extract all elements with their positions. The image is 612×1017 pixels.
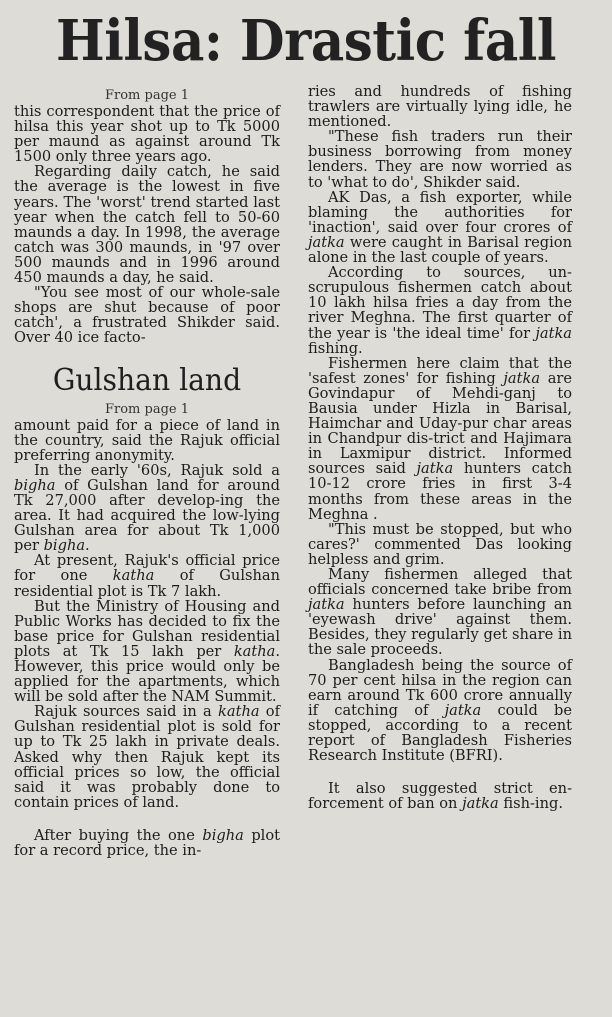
headline: Hilsa: Drastic fall <box>55 8 556 74</box>
hilsa-paragraph: ries and hundreds of fishing trawlers are virtually lying idle, he mentioned. <box>308 83 572 131</box>
left-column <box>14 84 280 858</box>
gulshan-paragraph: amount paid for a piece of land in the country, said the Rajuk official preferring anonymity. <box>14 416 280 464</box>
gulshan-paragraph: Rajuk sources said in a katha of Gulshan residential plot is sold for up to Tk 25 lakh in private deals. Asked why then Rajuk kept its official prices so low, the official said it was probably done to contain prices of land. <box>14 703 280 811</box>
hilsa-paragraph: Regarding daily catch, he said the average is the lowest in five years. The 'worst' trend started last year when the catch fell to 50-60 maunds a day. In 1998, the average catch was 300 maunds, in '97 over 500 maunds and in 1996 around 450 maunds a day, he said. <box>14 163 280 287</box>
gulshan-paragraph: But the Ministry of Housing and Public Works has decided to fix the base price for Gulshan residential plots at Tk 15 lakh per katha. However, this price would only be applied for the apartments, which will be sold after the NAM Summit. <box>14 597 280 706</box>
hilsa-paragraph: Many fishermen alleged that officials concerned take bribe from jatka hunters before launching an 'eyewash drive' against them. Besides, they regularly get share in the sale proceeds. <box>308 566 572 659</box>
hilsa-paragraph: Fishermen here claim that the 'safest zones' for fishing jatka are Govindapur of Mehdi-ganj to Bausia under Hizla in Barisal, Haimchar and Uday-pur char areas in Chandpur dis-trict and Hajimara in Laxmipur district. Informed sources said jatka hunters catch 10-12 crore fries in first 3-4 months from these areas in the Meghna . <box>308 354 573 523</box>
gulshan-subheading: Gulshan land <box>52 362 242 398</box>
hilsa-paragraph: According to sources, un-scrupulous fishermen catch about 10 lakh hilsa fries a day from the river Meghna. The first quarter of the year is 'the ideal time' for jatka fishing. <box>308 264 572 357</box>
gulshan-paragraph: In the early '60s, Rajuk sold a bigha of Gulshan land for around Tk 27,000 after develop-ing the area. It had acquired the low-lying Gulshan area for about Tk 1,000 per bigha. <box>14 461 280 555</box>
right-column <box>308 84 572 811</box>
hilsa-paragraph: "You see most of our whole-sale shops are shut because of poor catch', a frustrated Shikder said. Over 40 ice facto- <box>14 284 280 347</box>
hilsa-paragraph: "These fish traders run their business borrowing from money lenders. They are now worried as to 'what to do', Shikder said. <box>308 128 572 191</box>
hilsa-paragraph: this correspondent that the price of hilsa this year shot up to Tk 5000 per maund as against around Tk 1500 only three years ago. <box>14 103 280 166</box>
gulshan-paragraph: At present, Rajuk's official price for one katha of Gulshan residential plot is Tk 7 lakh. <box>14 552 280 600</box>
hilsa-paragraph: AK Das, a fish exporter, while blaming the authorities for 'inaction', said over four crores of jatka were caught in Barisal region alone in the last couple of years. <box>308 188 572 267</box>
hilsa-continued-from: From page 1 <box>104 88 189 103</box>
gulshan-continued-from: From page 1 <box>104 401 189 417</box>
hilsa-paragraph: "This must be stopped, but who cares?' commented Das looking helpless and grim. <box>308 520 572 568</box>
hilsa-paragraph: It also suggested strict en-forcement of ban on jatka fish-ing. <box>308 780 572 813</box>
gulshan-paragraph: After buying the one bigha plot for a record price, the in- <box>14 826 280 860</box>
hilsa-paragraph: Bangladesh being the source of 70 per cent hilsa in the region can earn around Tk 600 crore annually if catching of jatka could be stopped, according to a recent report of Bangladesh Fisheries Research Institute (BFRI). <box>308 656 572 765</box>
